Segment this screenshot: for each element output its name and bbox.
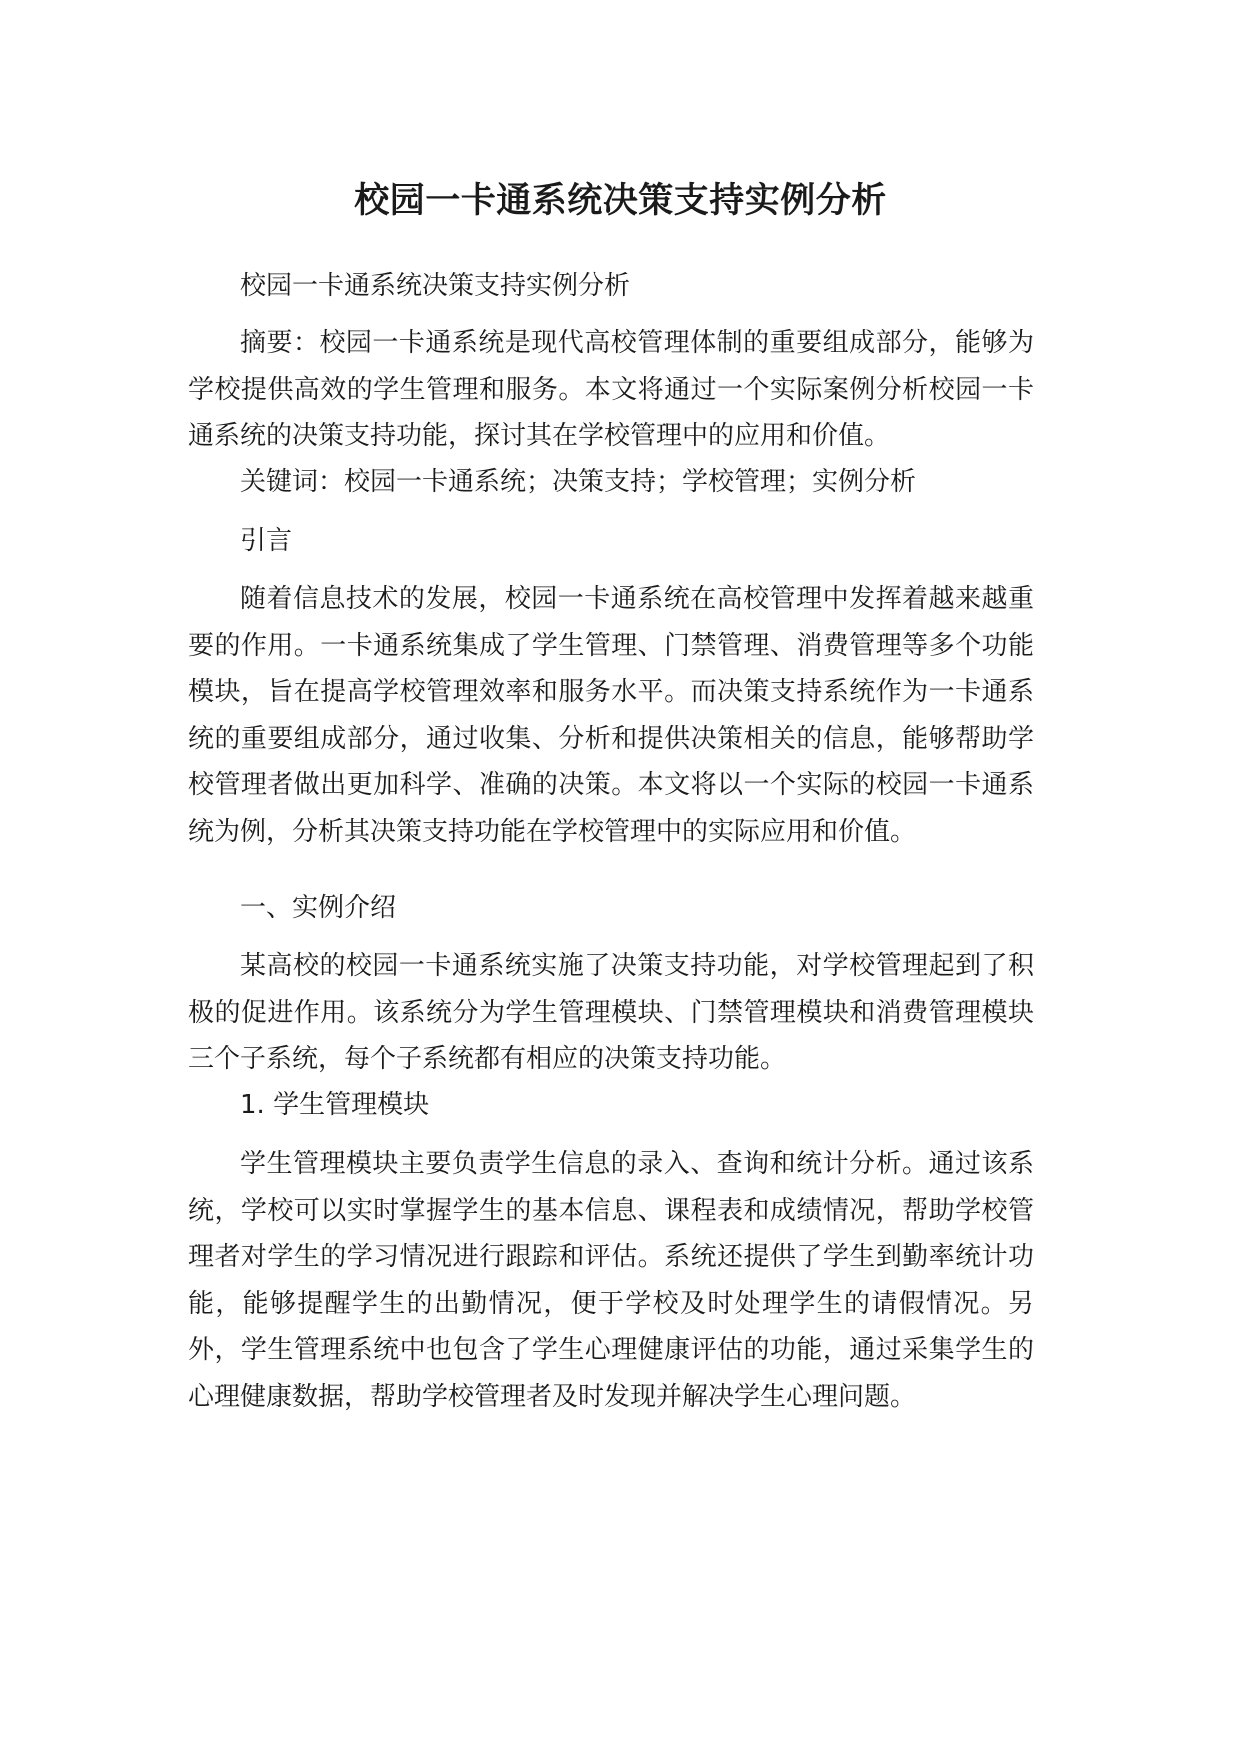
body-section-1 — [188, 263, 1034, 310]
student-module-paragraph: 学生管理模块主要负责学生信息的录入、查询和统计分析。通过该系统，学校可以实时掌握学生的基本信息、课程表和成绩情况，帮助学校管理者对学生的学习情况进行跟踪和评估。系统还提供了学生到勤率统计功能，能够提醒学生的出勤情况，便于学校及时处理学生的请假情况。另外，学生管理系统中也包含了学生心理健康评估的功能，通过采集学生的心理健康数据，帮助学校管理者及时发现并解决学生心理问题。 — [188, 1149, 1034, 1412]
introduction-heading: 引言 — [240, 526, 293, 556]
body-section-2 — [188, 320, 1034, 460]
subsection-heading-1: 1. 学生管理模块 — [240, 1090, 430, 1120]
body-section-5 — [188, 576, 1034, 855]
abstract-paragraph: 摘要：校园一卡通系统是现代高校管理体制的重要组成部分，能够为学校提供高效的学生管理和服务。本文将通过一个实际案例分析校园一卡通系统的决策支持功能，探讨其在学校管理中的应用和价值。 — [188, 328, 1034, 451]
body-section-8 — [188, 1082, 1034, 1129]
keywords-paragraph: 关键词：校园一卡通系统；决策支持；学校管理；实例分析 — [240, 467, 917, 497]
document-title: 校园一卡通系统决策支持实例分析 — [354, 181, 887, 221]
body-section-7 — [188, 943, 1034, 1083]
body-section-4 — [188, 518, 1034, 565]
subtitle-paragraph: 校园一卡通系统决策支持实例分析 — [240, 271, 631, 301]
body-section-9 — [188, 1141, 1034, 1420]
introduction-paragraph: 随着信息技术的发展，校园一卡通系统在高校管理中发挥着越来越重要的作用。一卡通系统集成了学生管理、门禁管理、消费管理等多个功能模块，旨在提高学校管理效率和服务水平。而决策支持系统作为一卡通系统的重要组成部分，通过收集、分析和提供决策相关的信息，能够帮助学校管理者做出更加科学、准确的决策。本文将以一个实际的校园一卡通系统为例，分析其决策支持功能在学校管理中的实际应用和价值。 — [188, 584, 1034, 847]
example-paragraph: 某高校的校园一卡通系统实施了决策支持功能，对学校管理起到了积极的促进作用。该系统分为学生管理模块、门禁管理模块和消费管理模块三个子系统，每个子系统都有相应的决策支持功能。 — [188, 951, 1034, 1074]
body-section-6 — [188, 885, 1034, 932]
section-heading-1: 一、实例介绍 — [240, 893, 397, 923]
body-section-3 — [188, 459, 1034, 506]
